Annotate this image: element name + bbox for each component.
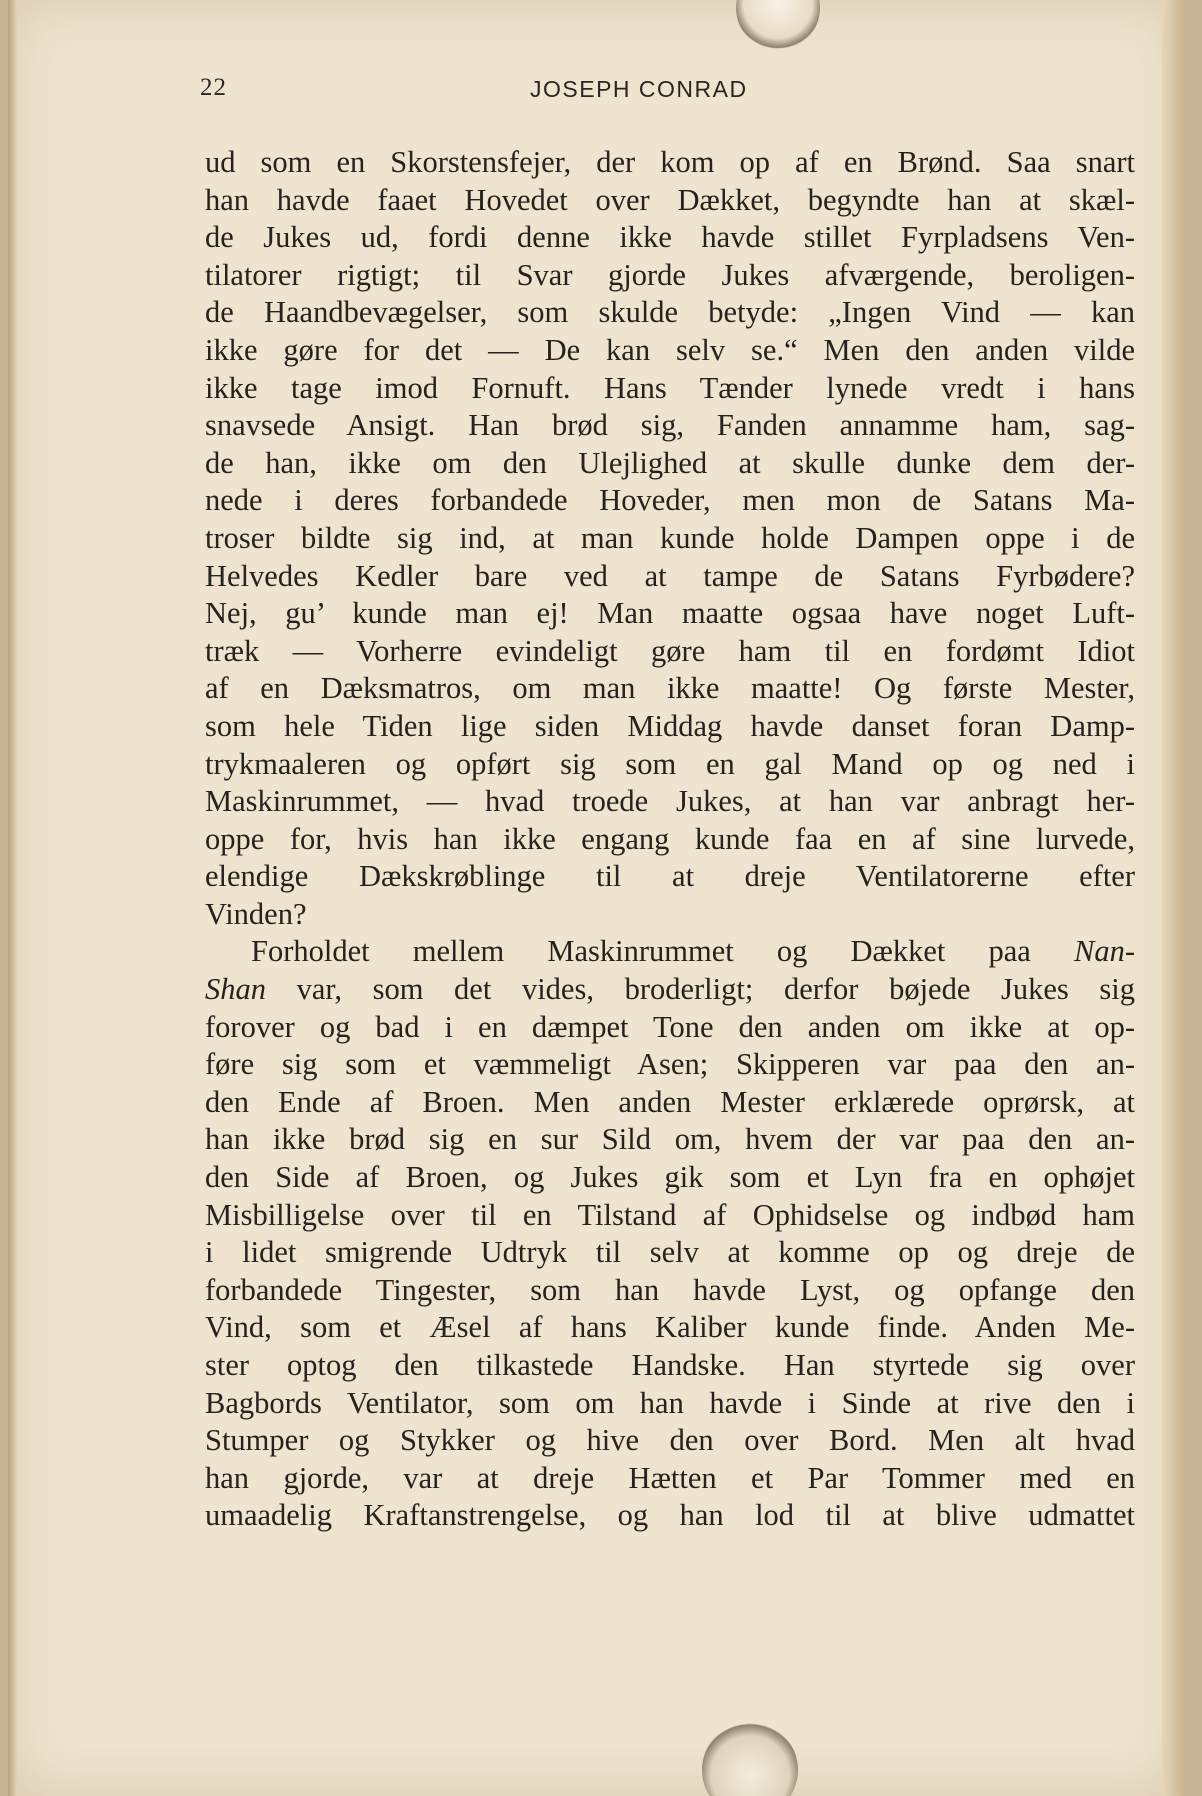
text-line-paragraph-end: Vinden? (205, 896, 307, 931)
text-line: snavsede Ansigt. Han brød sig, Fanden annamme ham, sag- (205, 408, 1135, 443)
text-line: nede i deres forbandede Hoveder, men mon de Satans Ma- (205, 483, 1135, 518)
text-line: de Jukes ud, fordi denne ikke havde stillet Fyrpladsens Ven- (205, 220, 1135, 255)
text-line: han gjorde, var at dreje Hætten et Par Tommer med en (205, 1460, 1135, 1495)
text-span: var, som det vides, broderligt; derfor bøjede Jukes sig (266, 972, 1135, 1007)
text-line: elendige Dækskrøblinge til at dreje Ventilatorerne efter (205, 859, 1135, 894)
text-line: troser bildte sig ind, at man kunde holde Dampen oppe i de (205, 520, 1135, 555)
text-line: Vind, som et Æsel af hans Kaliber kunde finde. Anden Me- (205, 1310, 1135, 1345)
page-left-edge (8, 0, 18, 1796)
text-line: Misbilligelse over til en Tilstand af Ophidselse og indbød ham (205, 1197, 1135, 1232)
text-line: ikke gøre for det — De kan selv se.“ Men den anden vilde (205, 332, 1135, 367)
text-line: ud som en Skorstensfejer, der kom op af en Brønd. Saa snart (205, 145, 1135, 179)
text-line: ster optog den tilkastede Handske. Han styrtede sig over (205, 1348, 1135, 1382)
text-line: Stumper og Stykker og hive den over Bord. Men alt hvad (205, 1423, 1135, 1458)
text-line: den Side af Broen, og Jukes gik som et Lyn fra en ophøjet (205, 1160, 1135, 1195)
text-line: føre sig som et væmmeligt Asen; Skipperen var paa den an- (205, 1047, 1135, 1082)
text-line (205, 971, 1135, 1009)
text-line: forover og bad i en dæmpet Tone den anden om ikke at op- (205, 1009, 1135, 1044)
text-line-paragraph-start (205, 933, 1135, 971)
page-header (8, 74, 1184, 114)
text-line: trykmaaleren og opført sig som en gal Mand op og ned i (205, 746, 1135, 781)
text-line: oppe for, hvis han ikke engang kunde faa en af sine lurvede, (205, 821, 1135, 856)
text-line: Maskinrummet, — hvad troede Jukes, at han var anbragt her- (205, 784, 1135, 819)
text-span: Forholdet mellem Maskinrummet og Dækket paa (251, 934, 1074, 969)
book-page (8, 0, 1184, 1796)
text-line: han ikke brød sig en sur Sild om, hvem der var paa den an- (205, 1122, 1135, 1157)
text-line: den Ende af Broen. Men anden Mester erklærede oprørsk, at (205, 1084, 1135, 1119)
text-line: Nej, gu’ kunde man ej! Man maatte ogsaa have noget Luft- (205, 596, 1135, 631)
text-line: Helvedes Kedler bare ved at tampe de Satans Fyrbødere? (205, 558, 1135, 593)
page-right-edge (1162, 0, 1184, 1796)
text-line: de Haandbevægelser, som skulde betyde: „Ingen Vind — kan (205, 295, 1135, 330)
ship-name-italic: Nan- (1074, 934, 1135, 969)
punch-hole-top (736, 0, 820, 50)
text-line: ikke tage imod Fornuft. Hans Tænder lynede vredt i hans (205, 370, 1135, 405)
text-line: træk — Vorherre evindeligt gøre ham til en fordømt Idiot (205, 633, 1135, 668)
text-line: i lidet smigrende Udtryk til selv at komme op og dreje de (205, 1235, 1135, 1270)
ship-name-italic: Shan (205, 972, 266, 1007)
text-line: som hele Tiden lige siden Middag havde danset foran Damp- (205, 708, 1135, 743)
text-line: tilatorer rigtigt; til Svar gjorde Jukes afværgende, beroligen- (205, 257, 1135, 292)
body-text (205, 144, 1135, 1535)
text-line: de han, ikke om den Ulejlighed at skulle dunke dem der- (205, 445, 1135, 480)
text-line: forbandede Tingester, som han havde Lyst, og opfange den (205, 1272, 1135, 1307)
running-head: JOSEPH CONRAD (530, 76, 748, 102)
text-line: umaadelig Kraftanstrengelse, og han lod til at blive udmattet (205, 1498, 1135, 1533)
punch-hole-bottom (702, 1722, 798, 1796)
page-number: 22 (200, 74, 227, 101)
text-line: Bagbords Ventilator, som om han havde i Sinde at rive den i (205, 1385, 1135, 1420)
text-line: af en Dæksmatros, om man ikke maatte! Og første Mester, (205, 671, 1135, 706)
text-line: han havde faaet Hovedet over Dækket, begyndte han at skæl- (205, 182, 1135, 217)
